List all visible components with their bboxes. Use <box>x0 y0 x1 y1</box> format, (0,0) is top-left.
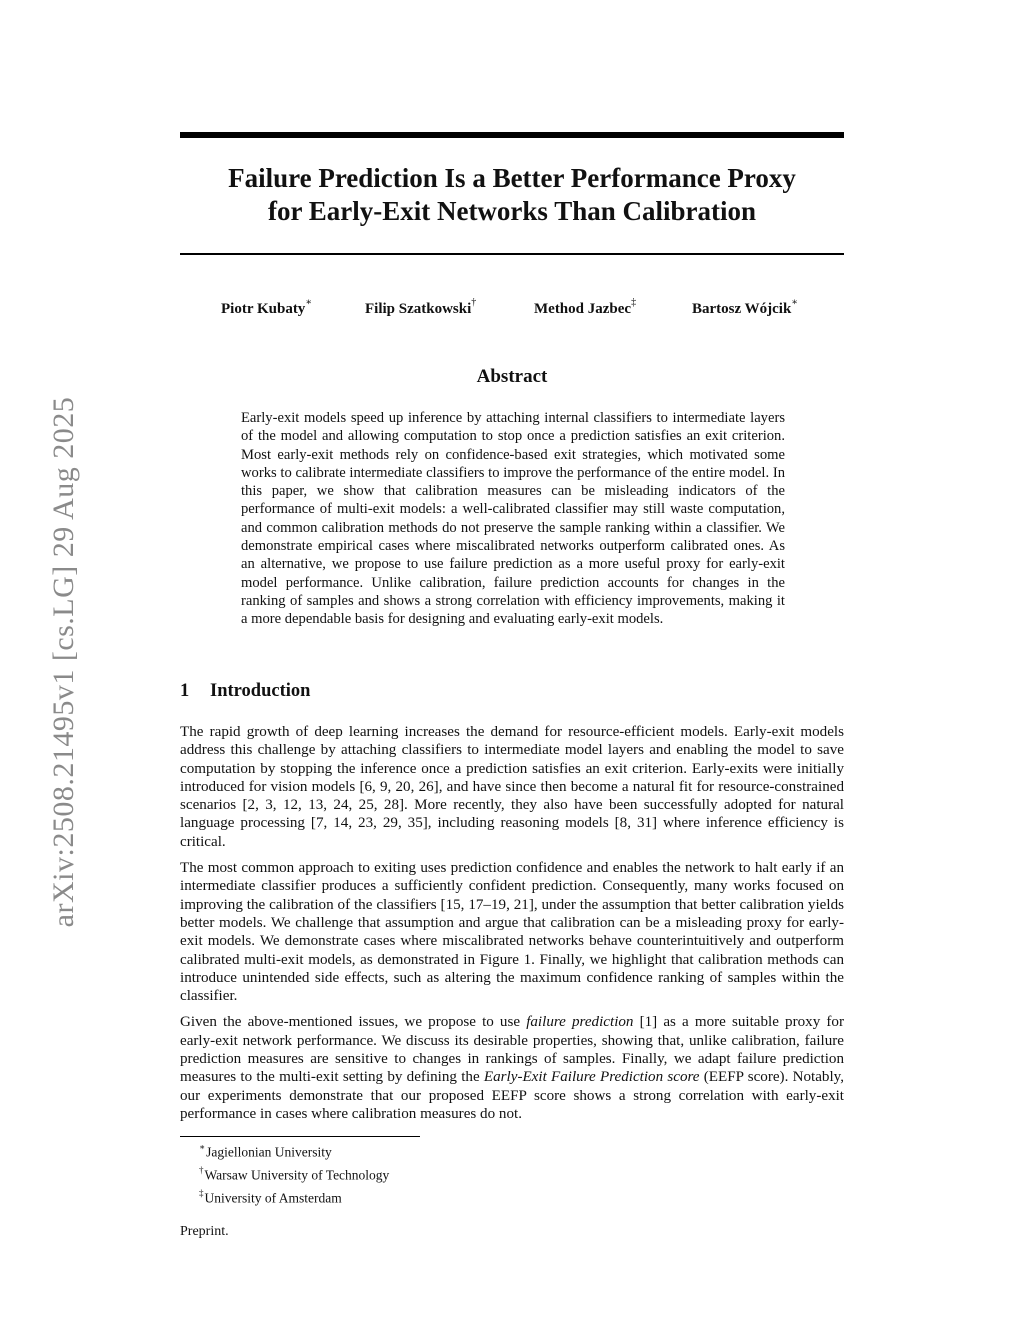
footnote-2 <box>199 1162 389 1185</box>
footnote-3 <box>199 1185 389 1208</box>
section-body <box>180 723 844 1131</box>
author-1 <box>221 299 312 318</box>
preprint-label: Preprint. <box>180 1224 229 1239</box>
paper-title <box>180 162 844 228</box>
paragraph-3 <box>180 1013 844 1123</box>
author-1-mark: ∗ <box>305 297 313 308</box>
arxiv-identifier: arXiv:2508.21495v1 [cs.LG] 29 Aug 2025 <box>47 396 80 928</box>
paragraph-3-part-c: (EEFP score). Notably, our experiments demonstrate that our proposed EEFP score shows a strong correlation with early-exit performance in cases where calibration measures do not. <box>180 1069 845 1122</box>
footnote-1 <box>199 1139 389 1162</box>
author-1-name: Piotr Kubaty <box>221 301 306 317</box>
paragraph-3-part-a: Given the above-mentioned issues, we propose to use <box>180 1014 527 1031</box>
footnote-rule <box>180 1136 420 1137</box>
author-2 <box>365 299 476 318</box>
paragraph-3-emphasis-2: Early-Exit Failure Prediction score <box>483 1069 700 1086</box>
footnote-3-mark: ‡ <box>199 1188 204 1198</box>
author-3-mark: ‡ <box>631 297 637 308</box>
title-line-2: for Early-Exit Networks Than Calibration <box>267 196 757 226</box>
paragraph-3-part-b: [1] as a more suitable proxy for early-exit network performance. We discuss its desirable properties, showing that, unlike calibration, failure prediction measures are sensitive to changes in rankings of samples. Finally, we adapt failure prediction measures to the multi-exit setting by defining the <box>180 1014 844 1086</box>
title-rule-top <box>180 132 844 138</box>
abstract-text: Early-exit models speed up inference by attaching internal classifiers to intermediate layers of the model and allowing computation to stop once a prediction satisfies an exit criterion. Most early-exit methods rely on confidence-based exit strategies, which motivated some works to calibrate intermediate classifiers to improve the performance of the entire model. In this paper, we show that calibration measures can be misleading indicators of the performance of multi-exit models: a well-calibrated classifier may still waste computation, and common calibration methods do not preserve the sample ranking within a classifier. We demonstrate empirical cases where miscalibrated networks outperform calibrated ones. As an alternative, we propose to use failure prediction as a more useful proxy for early-exit model performance. Unlike calibration, failure prediction accounts for changes in the ranking of samples and shows a strong correlation with efficiency improvements, making it a more dependable basis for designing and evaluating early-exit models. <box>241 410 785 628</box>
section-number: 1 <box>180 681 190 701</box>
author-2-mark: † <box>471 297 477 308</box>
paragraph-2: The most common approach to exiting uses prediction confidence and enables the network to halt early if an intermediate classifier produces a sufficiently confident prediction. Consequently, many works focused on improving the calibration of the classifiers [15, 17–19, 21], under the assumption that better calibration yields better models. We challenge that assumption and argue that calibration can be a misleading proxy for early-exit models. We demonstrate cases where miscalibrated networks behave counterintuitively and outperform calibrated multi-exit models, as demonstrated in Figure 1. Finally, we highlight that calibration methods can introduce unintended side effects, such as altering the maximum confidence ranking of samples within the classifier. <box>180 860 844 1005</box>
paragraph-1: The rapid growth of deep learning increases the demand for resource-efficient models. Early-exit models address this challenge by attaching classifiers to intermediate model layers and enabling the model to save computation by stopping the inference once a prediction satisfies an exit criterion. Early-exits were initially introduced for vision models [6, 9, 20, 26], and have since then become a natural fit for resource-constrained scenarios [2, 3, 12, 13, 24, 25, 28]. More recently, they also have been successfully adopted for natural language processing [7, 14, 23, 29, 35], including reasoning models [8, 31] where inference efficiency is critical. <box>180 724 844 850</box>
author-4-name: Bartosz Wójcik <box>692 301 792 317</box>
author-4 <box>692 299 798 318</box>
footnote-2-text: Warsaw University of Technology <box>204 1167 390 1183</box>
footnote-1-text: Jagiellonian University <box>206 1144 332 1160</box>
section-title: Introduction <box>210 681 311 701</box>
paragraph-3-emphasis-1: failure prediction <box>526 1014 634 1031</box>
author-2-name: Filip Szatkowski <box>365 301 472 317</box>
author-list <box>180 299 844 323</box>
author-4-mark: ∗ <box>791 297 799 308</box>
title-line-1: Failure Prediction Is a Better Performance Proxy <box>228 163 796 193</box>
title-rule-bottom <box>180 253 844 255</box>
footnote-2-mark: † <box>199 1165 204 1175</box>
author-3-name: Method Jazbec <box>534 301 632 317</box>
footnote-1-mark: ∗ <box>199 1142 206 1152</box>
footnotes <box>199 1139 389 1208</box>
abstract-heading: Abstract <box>476 366 548 387</box>
footnote-3-text: University of Amsterdam <box>204 1190 342 1206</box>
section-heading <box>180 681 310 702</box>
author-3 <box>534 299 636 318</box>
